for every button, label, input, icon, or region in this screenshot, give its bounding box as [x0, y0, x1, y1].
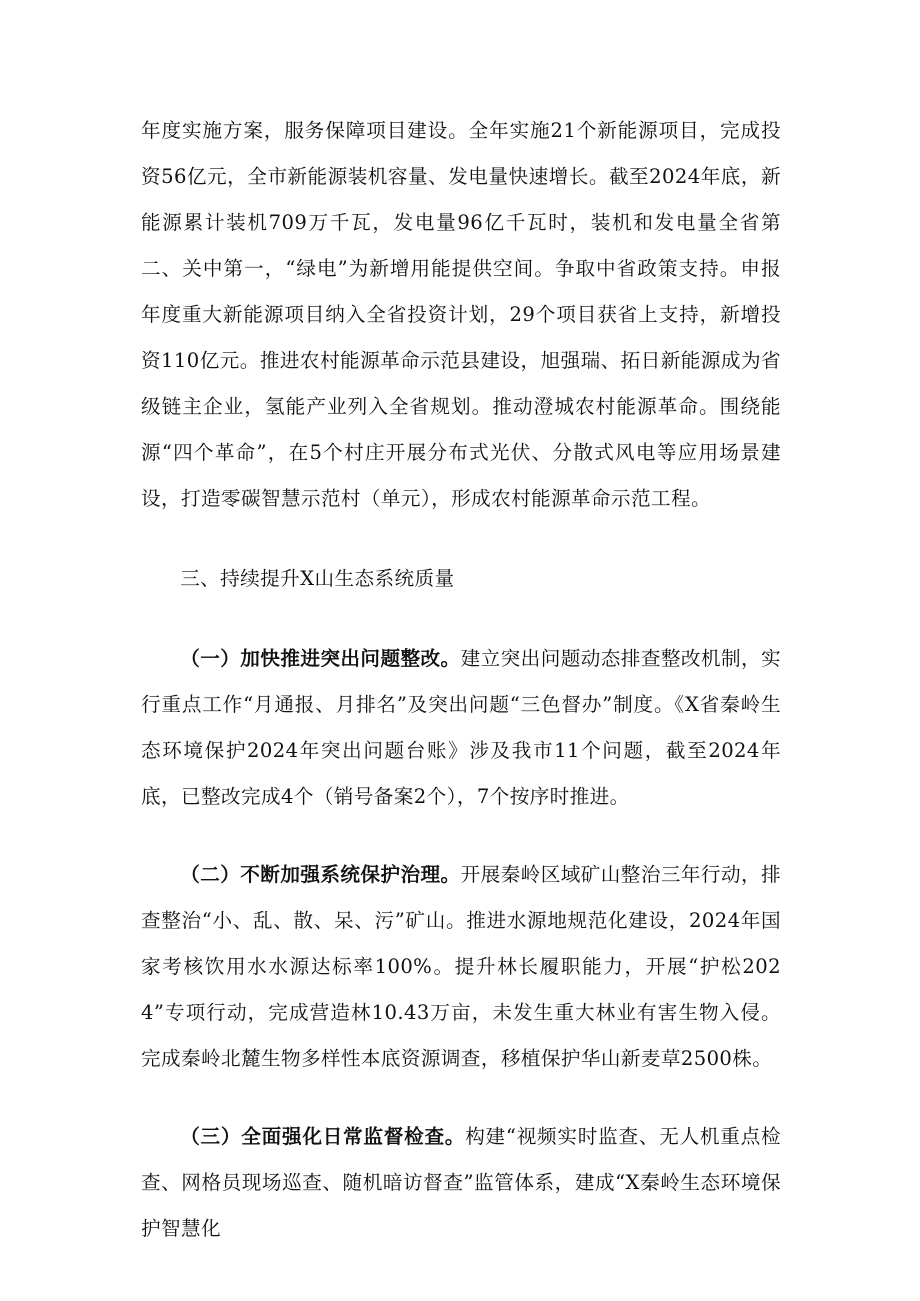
document-page: [141, 108, 781, 1252]
paragraph-lead-heading: （三）全面强化日常监督检查。: [180, 1125, 466, 1148]
section-heading-ecosystem-quality: 三、持续提升X山生态系统质量: [180, 567, 455, 590]
paragraph-body-text: 建立突出问题动态排查整改机制，实行重点工作“月通报、月排名”及突出问题“三色督办”制度。《X省秦岭生态环境保护2024年突出问题台账》涉及我市11个问题，截至2024年底，已整改完成4个（销号备案2个），7个按序时推进。: [141, 647, 781, 808]
paragraph-new-energy-continued: 年度实施方案，服务保障项目建设。全年实施21个新能源项目，完成投资56亿元，全市新能源装机容量、发电量快速增长。截至2024年底，新能源累计装机709万千瓦，发电量96亿千瓦时，装机和发电量全省第二、关中第一，“绿电”为新增用能提供空间。争取中省政策支持。申报年度重大新能源项目纳入全省投资计划，29个项目获省上支持，新增投资110亿元。推进农村能源革命示范县建设，旭强瑞、拓日新能源成为省级链主企业，氢能产业列入全省规划。推动澄城农村能源革命。围绕能源“四个革命”，在5个村庄开展分布式光伏、分散式风电等应用场景建设，打造零碳智慧示范村（单元），形成农村能源革命示范工程。: [141, 119, 781, 510]
paragraph-lead-heading: （二）不断加强系统保护治理。: [180, 863, 461, 886]
paragraph-body-text: 开展秦岭区域矿山整治三年行动，排查整治“小、乱、散、呆、污”矿山。推进水源地规范化建设，2024年国家考核饮用水水源达标率100%。提升林长履职能力，开展“护松2024”专项行动，完成营造林10.43万亩，未发生重大林业有害生物入侵。完成秦岭北麓生物多样性本底资源调查，移植保护华山新麦草2500株。: [141, 863, 781, 1070]
paragraph-supervision-inspection: [141, 1114, 781, 1252]
paragraph-system-protection: [141, 852, 781, 1082]
paragraph-problem-rectification: [141, 636, 781, 820]
paragraph-lead-heading: （一）加快推进突出问题整改。: [180, 647, 461, 670]
paragraph-body-text: 构建“视频实时监查、无人机重点检查、网格员现场巡查、随机暗访督查”监管体系，建成“X秦岭生态环境保护智慧化: [141, 1125, 781, 1240]
